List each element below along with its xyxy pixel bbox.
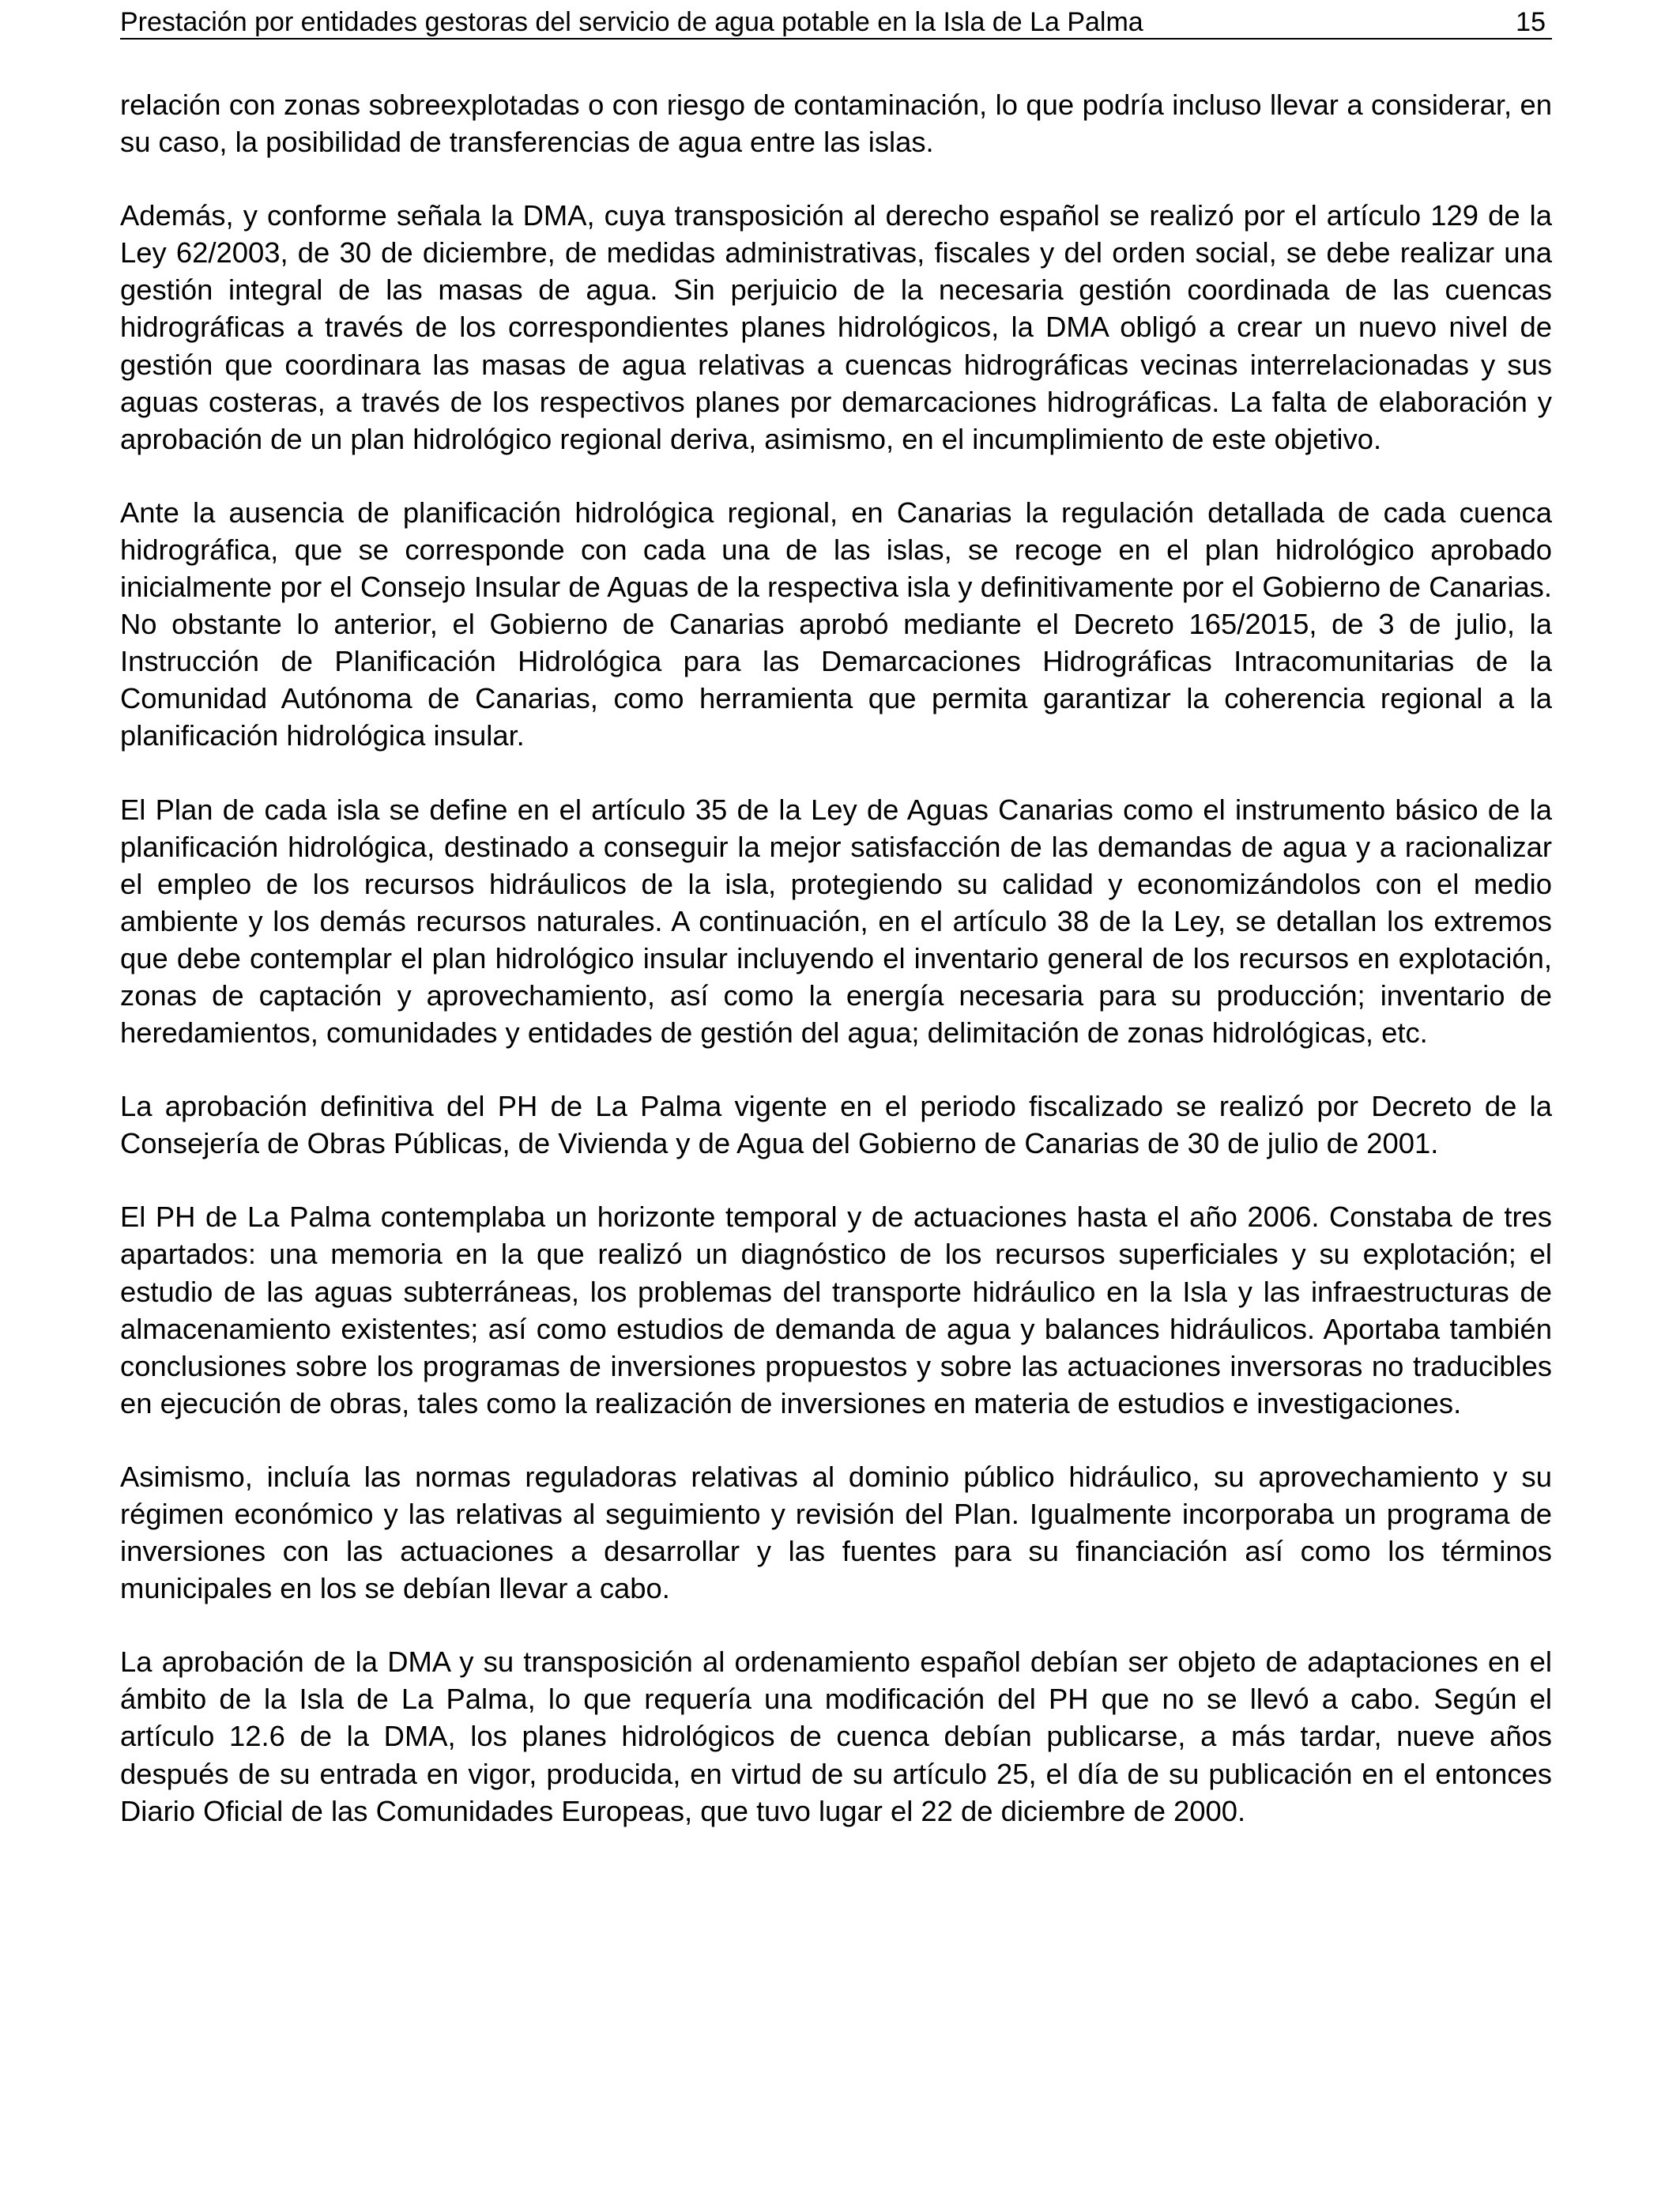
paragraph-regional-planning: Ante la ausencia de planificación hidrológica regional, en Canarias la regulación detallada de cada cuenca hidrográfica, que se corresponde con cada una de las islas, se recoge en el plan hidrológico aprobado inicialmente por el Consejo Insular de Aguas de la respectiva isla y definitivamente por el Gobierno de Canarias. No obstante lo anterior, el Gobierno de Canarias aprobó mediante el Decreto 165/2015, de 3 de julio, la Instrucción de Planificación Hidrológica para las Demarcaciones Hidrográficas Intracomunitarias de la Comunidad Autónoma de Canarias, como herramienta que permita garantizar la coherencia regional a la planificación hidrológica insular. [120, 496, 1552, 752]
paragraph-ph-norms: Asimismo, incluía las normas reguladoras relativas al dominio público hidráulico, su aprovechamiento y su régimen económico y las relativas al seguimiento y revisión del Plan. Igualmente incorporaba un programa de inversiones con las actuaciones a desarrollar y las fuentes para su financiación así como los términos municipales en los se debían llevar a cabo. [120, 1460, 1552, 1605]
paragraph-ph-approval: La aprobación definitiva del PH de La Palma vigente en el periodo fiscalizado se realizó por Decreto de la Consejería de Obras Públicas, de Vivienda y de Agua del Gobierno de Canarias de 30 de julio de 2001. [120, 1090, 1552, 1160]
paragraph-dma-transposition: Además, y conforme señala la DMA, cuya transposición al derecho español se realizó por el artículo 129 de la Ley 62/2003, de 30 de diciembre, de medidas administrativas, fiscales y del orden social, se debe realizar una gestión integral de las masas de agua. Sin perjuicio de la necesaria gestión coordinada de las cuencas hidrográficas a través de los correspondientes planes hidrológicos, la DMA obligó a crear un nuevo nivel de gestión que coordinara las masas de agua relativas a cuencas hidrográficas vecinas interrelacionadas y sus aguas costeras, a través de los respectivos planes por demarcaciones hidrográficas. La falta de elaboración y aprobación de un plan hidrológico regional deriva, asimismo, en el incumplimiento de este objetivo. [120, 199, 1552, 455]
page-number: 15 [1516, 7, 1546, 37]
paragraph-continuation: relación con zonas sobreexplotadas o con riesgo de contaminación, lo que podría incluso llevar a considerar, en su caso, la posibilidad de transferencias de agua entre las islas. [120, 89, 1552, 159]
page-header [120, 5, 1552, 40]
header-title: Prestación por entidades gestoras del servicio de agua potable en la Isla de La Palma [120, 7, 1143, 37]
paragraph-dma-adaptation: La aprobación de la DMA y su transposición al ordenamiento español debían ser objeto de adaptaciones en el ámbito de la Isla de La Palma, lo que requería una modificación del PH que no se llevó a cabo. Según el artículo 12.6 de la DMA, los planes hidrológicos de cuenca debían publicarse, a más tardar, nueve años después de su entrada en vigor, producida, en virtud de su artículo 25, el día de su publicación en el entonces Diario Oficial de las Comunidades Europeas, que tuvo lugar el 22 de diciembre de 2000. [120, 1646, 1552, 1827]
paragraph-island-plan: El Plan de cada isla se define en el artículo 35 de la Ley de Aguas Canarias como el instrumento básico de la planificación hidrológica, destinado a conseguir la mejor satisfacción de las demandas de agua y a racionalizar el empleo de los recursos hidráulicos de la isla, protegiendo su calidad y economizándolos con el medio ambiente y los demás recursos naturales. A continuación, en el artículo 38 de la Ley, se detallan los extremos que debe contemplar el plan hidrológico insular incluyendo el inventario general de los recursos en explotación, zonas de captación y aprovechamiento, así como la energía necesaria para su producción; inventario de heredamientos, comunidades y entidades de gestión del agua; delimitación de zonas hidrológicas, etc. [120, 793, 1552, 1050]
paragraph-ph-contents: El PH de La Palma contemplaba un horizonte temporal y de actuaciones hasta el año 2006. Constaba de tres apartados: una memoria en la que realizó un diagnóstico de los recursos superficiales y su explotación; el estudio de las aguas subterráneas, los problemas del transporte hidráulico en la Isla y las infraestructuras de almacenamiento existentes; así como estudios de demanda de agua y balances hidráulicos. Aportaba también conclusiones sobre los programas de inversiones propuestos y sobre las actuaciones inversoras no traducibles en ejecución de obras, tales como la realización de inversiones en materia de estudios e investigaciones. [120, 1201, 1552, 1419]
document-body [120, 86, 1552, 1866]
